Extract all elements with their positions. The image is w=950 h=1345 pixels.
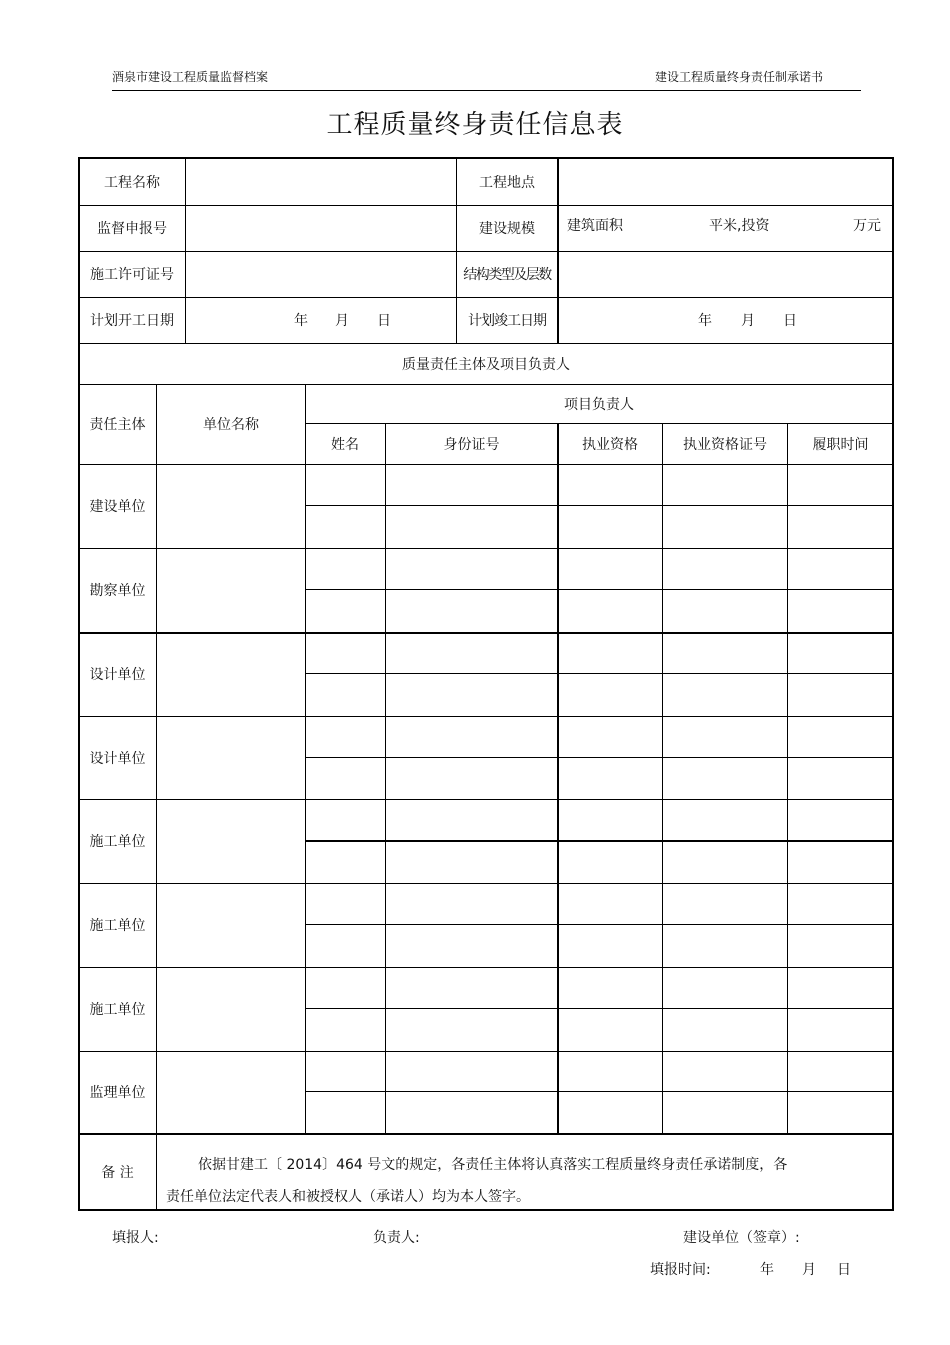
- subject-label-survey: 勘察单位: [89, 583, 146, 599]
- construction-unit-seal-label: 建设单位（签章）:: [683, 1230, 800, 1246]
- fill-time-month: 月: [802, 1262, 816, 1278]
- plan-finish-day: 日: [783, 313, 797, 329]
- block-divider: [79, 716, 893, 717]
- person-row-divider: [305, 757, 893, 758]
- remark-text: [166, 1149, 856, 1213]
- project-name-label: 工程名称: [104, 174, 160, 191]
- col-divider: [385, 423, 386, 1133]
- permit-field[interactable]: [186, 251, 456, 297]
- col-unit-name: 单位名称: [203, 417, 259, 433]
- page-title: 工程质量终身责任信息表: [326, 110, 624, 140]
- filler-label: 填报人:: [112, 1230, 159, 1246]
- remark-line-1: 依据甘建工〔 2014〕464 号文的规定，各责任主体将认真落实工程质量终身责任承诺制度，各: [198, 1157, 788, 1173]
- col-qualification: 执业资格: [582, 436, 638, 453]
- area-label: 建筑面积: [567, 218, 623, 234]
- block-divider: [79, 548, 893, 549]
- wan-yuan-label: 万元: [853, 218, 881, 234]
- col-name: 姓名: [331, 436, 359, 453]
- structure-label: 结构类型及层数: [463, 267, 551, 283]
- permit-label: 施工许可证号: [90, 267, 174, 283]
- subject-label-contractor: 施工单位: [89, 1002, 146, 1018]
- section-title: 质量责任主体及项目负责人: [402, 356, 570, 373]
- plan-finish-year: 年: [698, 313, 712, 329]
- remark-line-2: 责任单位法定代表人和被授权人（承诺人）均为本人签字。: [166, 1189, 530, 1205]
- person-row-divider: [305, 673, 893, 674]
- project-name-field[interactable]: [186, 158, 456, 205]
- block-divider: [79, 799, 893, 800]
- person-row-divider: [305, 924, 893, 925]
- subject-label-supervisor: 监理单位: [89, 1085, 146, 1101]
- col-subject: 责任主体: [89, 417, 146, 433]
- remark-label: 备 注: [101, 1164, 134, 1181]
- sqm-invest-label: 平米,投资: [709, 218, 770, 234]
- block-divider: [79, 967, 893, 968]
- col-divider: [787, 423, 788, 1133]
- col-id-no: 身份证号: [443, 436, 500, 453]
- person-row-divider: [305, 1008, 893, 1009]
- subject-label-design: 设计单位: [89, 667, 146, 683]
- plan-start-year: 年: [294, 313, 308, 329]
- subject-label-contractor: 施工单位: [89, 834, 146, 850]
- responsible-label: 负责人:: [373, 1230, 420, 1246]
- person-row-divider: [305, 589, 893, 590]
- project-location-field[interactable]: [559, 158, 893, 205]
- subject-label-contractor: 施工单位: [89, 918, 146, 934]
- fill-time-label: 填报时间:: [650, 1262, 711, 1278]
- col-divider: [156, 384, 157, 1210]
- structure-field[interactable]: [559, 251, 893, 297]
- person-row-divider: [305, 1091, 893, 1092]
- col-divider: [557, 423, 559, 1133]
- block-divider: [79, 883, 893, 884]
- plan-start-day: 日: [377, 313, 391, 329]
- col-divider: [662, 423, 663, 1133]
- supervision-no-field[interactable]: [186, 205, 456, 251]
- fill-time-day: 日: [837, 1262, 851, 1278]
- plan-finish-label: 计划竣工日期: [468, 313, 546, 329]
- col-divider: [305, 384, 306, 1133]
- block-divider: [79, 632, 893, 634]
- plan-start-month: 月: [335, 313, 349, 329]
- block-divider: [79, 1133, 893, 1135]
- row-divider: [79, 464, 893, 465]
- header-archive-title: 酒泉市建设工程质量监督档案: [112, 70, 269, 84]
- plan-start-label: 计划开工日期: [90, 313, 174, 329]
- header-commitment-title: 建设工程质量终身责任制承诺书: [655, 70, 824, 84]
- fill-time-year: 年: [760, 1262, 774, 1278]
- block-divider: [79, 1051, 893, 1052]
- supervision-no-label: 监督申报号: [97, 221, 167, 237]
- person-row-divider: [305, 505, 893, 506]
- subject-label-construction: 建设单位: [89, 499, 146, 515]
- subject-label-design: 设计单位: [89, 750, 146, 767]
- person-row-divider: [305, 840, 893, 842]
- col-tenure: 履职时间: [812, 436, 869, 453]
- project-location-label: 工程地点: [479, 174, 535, 191]
- plan-finish-month: 月: [741, 313, 755, 329]
- col-qualification-no: 执业资格证号: [683, 436, 767, 453]
- scale-label: 建设规模: [479, 221, 535, 237]
- col-project-leader: 项目负责人: [564, 396, 634, 413]
